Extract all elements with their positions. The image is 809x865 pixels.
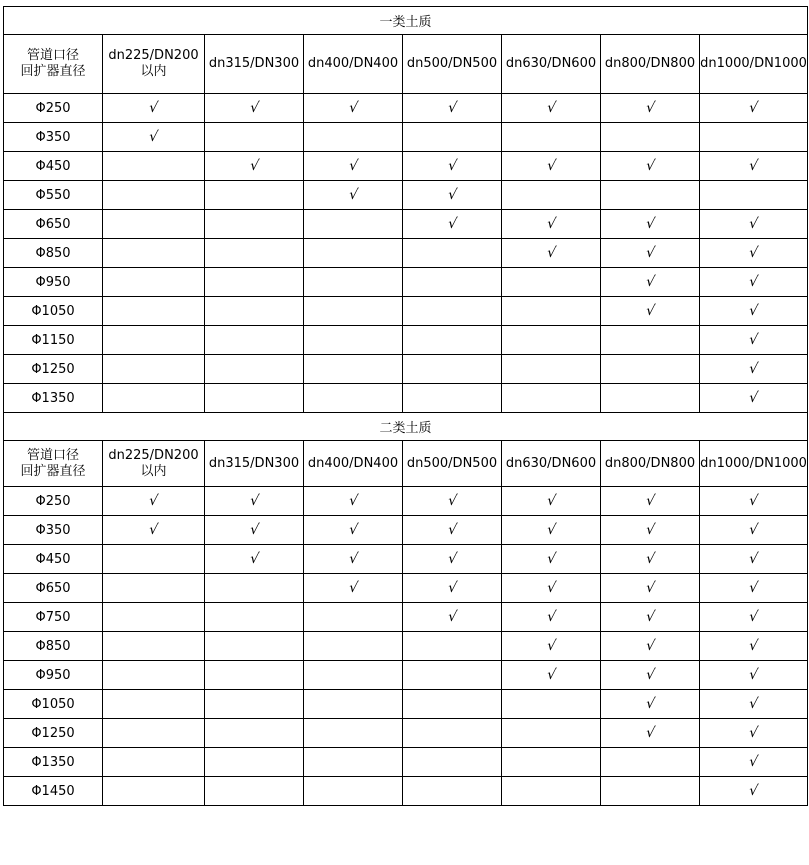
reamer-selection-table — [3, 6, 808, 806]
suitability-cell — [601, 777, 700, 806]
check-mark-icon: √ — [446, 158, 458, 174]
check-mark-icon: √ — [747, 493, 760, 509]
suitability-cell — [502, 297, 601, 326]
suitability-cell — [304, 777, 403, 806]
table-row — [4, 632, 808, 661]
suitability-cell — [601, 268, 700, 297]
suitability-cell — [103, 123, 205, 152]
check-mark-icon: √ — [644, 522, 656, 538]
suitability-cell — [601, 152, 700, 181]
suitability-cell — [601, 210, 700, 239]
suitability-cell — [601, 384, 700, 413]
check-mark-icon: √ — [747, 216, 760, 232]
suitability-cell — [601, 297, 700, 326]
suitability-cell — [304, 545, 403, 574]
check-mark-icon: √ — [747, 696, 760, 712]
column-header-4: dn630/DN600 — [502, 441, 601, 487]
check-mark-icon: √ — [545, 609, 557, 625]
suitability-cell — [403, 777, 502, 806]
suitability-cell — [103, 297, 205, 326]
suitability-cell — [601, 574, 700, 603]
suitability-cell — [205, 268, 304, 297]
check-mark-icon: √ — [747, 609, 760, 625]
suitability-cell — [601, 94, 700, 123]
suitability-cell — [304, 152, 403, 181]
check-mark-icon: √ — [644, 667, 656, 683]
table-row — [4, 268, 808, 297]
suitability-cell — [205, 181, 304, 210]
suitability-cell — [103, 719, 205, 748]
suitability-cell — [205, 487, 304, 516]
suitability-cell — [103, 181, 205, 210]
column-header-1: dn315/DN300 — [205, 35, 304, 94]
suitability-cell — [103, 94, 205, 123]
table-row — [4, 690, 808, 719]
suitability-cell — [403, 384, 502, 413]
check-mark-icon: √ — [347, 493, 359, 509]
suitability-cell — [700, 690, 808, 719]
suitability-cell — [103, 574, 205, 603]
check-mark-icon: √ — [545, 551, 557, 567]
suitability-cell — [601, 719, 700, 748]
suitability-cell — [700, 748, 808, 777]
suitability-cell — [205, 94, 304, 123]
table-row — [4, 152, 808, 181]
check-mark-icon: √ — [747, 158, 760, 174]
suitability-cell — [403, 123, 502, 152]
reamer-diameter-cell: Φ250 — [4, 487, 103, 516]
suitability-cell — [205, 516, 304, 545]
suitability-cell — [601, 632, 700, 661]
suitability-cell — [304, 603, 403, 632]
suitability-cell — [205, 690, 304, 719]
suitability-cell — [601, 326, 700, 355]
suitability-cell — [205, 297, 304, 326]
suitability-cell — [601, 748, 700, 777]
suitability-cell — [502, 94, 601, 123]
reamer-diameter-cell: Φ1050 — [4, 297, 103, 326]
suitability-cell — [304, 355, 403, 384]
reamer-diameter-cell: Φ950 — [4, 661, 103, 690]
suitability-cell — [601, 690, 700, 719]
column-header-5: dn800/DN800 — [601, 35, 700, 94]
check-mark-icon: √ — [147, 493, 160, 509]
check-mark-icon: √ — [747, 332, 760, 348]
column-header-5: dn800/DN800 — [601, 441, 700, 487]
suitability-cell — [700, 297, 808, 326]
suitability-cell — [304, 661, 403, 690]
suitability-cell — [205, 239, 304, 268]
column-header-row — [4, 35, 808, 94]
suitability-cell — [502, 384, 601, 413]
check-mark-icon: √ — [644, 100, 656, 116]
suitability-cell — [502, 268, 601, 297]
suitability-cell — [502, 690, 601, 719]
reamer-diameter-cell: Φ650 — [4, 574, 103, 603]
reamer-diameter-cell: Φ1050 — [4, 690, 103, 719]
suitability-cell — [403, 152, 502, 181]
suitability-cell — [205, 326, 304, 355]
suitability-cell — [103, 384, 205, 413]
suitability-cell — [304, 239, 403, 268]
check-mark-icon: √ — [644, 696, 656, 712]
check-mark-icon: √ — [545, 580, 557, 596]
check-mark-icon: √ — [747, 754, 760, 770]
suitability-cell — [601, 123, 700, 152]
suitability-cell — [601, 181, 700, 210]
table-row — [4, 210, 808, 239]
section-title-row — [4, 413, 808, 441]
suitability-cell — [205, 152, 304, 181]
column-header-0: dn225/DN200 以内 — [103, 441, 205, 487]
suitability-cell — [103, 748, 205, 777]
suitability-cell — [103, 239, 205, 268]
suitability-cell — [700, 719, 808, 748]
check-mark-icon: √ — [747, 783, 760, 799]
suitability-cell — [304, 632, 403, 661]
suitability-cell — [205, 574, 304, 603]
suitability-cell — [502, 239, 601, 268]
suitability-cell — [700, 268, 808, 297]
suitability-cell — [304, 123, 403, 152]
table-row — [4, 326, 808, 355]
suitability-cell — [601, 239, 700, 268]
check-mark-icon: √ — [545, 216, 557, 232]
table-row — [4, 719, 808, 748]
suitability-cell — [304, 690, 403, 719]
check-mark-icon: √ — [747, 274, 760, 290]
suitability-cell — [205, 661, 304, 690]
reamer-diameter-cell: Φ650 — [4, 210, 103, 239]
suitability-cell — [304, 384, 403, 413]
table-row — [4, 384, 808, 413]
suitability-cell — [403, 239, 502, 268]
suitability-cell — [700, 123, 808, 152]
suitability-cell — [403, 545, 502, 574]
column-header-row — [4, 441, 808, 487]
check-mark-icon: √ — [747, 580, 760, 596]
check-mark-icon: √ — [446, 609, 458, 625]
suitability-cell — [403, 632, 502, 661]
suitability-cell — [601, 516, 700, 545]
table-row — [4, 603, 808, 632]
suitability-cell — [700, 661, 808, 690]
suitability-cell — [700, 210, 808, 239]
check-mark-icon: √ — [644, 493, 656, 509]
suitability-cell — [403, 355, 502, 384]
check-mark-icon: √ — [147, 129, 160, 145]
table-row — [4, 239, 808, 268]
column-header-2: dn400/DN400 — [304, 441, 403, 487]
check-mark-icon: √ — [347, 100, 359, 116]
suitability-cell — [700, 181, 808, 210]
check-mark-icon: √ — [347, 158, 359, 174]
suitability-cell — [103, 516, 205, 545]
check-mark-icon: √ — [747, 551, 760, 567]
suitability-cell — [103, 326, 205, 355]
suitability-cell — [403, 268, 502, 297]
suitability-cell — [205, 603, 304, 632]
column-header-3: dn500/DN500 — [403, 441, 502, 487]
suitability-cell — [502, 181, 601, 210]
suitability-cell — [502, 210, 601, 239]
reamer-diameter-cell: Φ1150 — [4, 326, 103, 355]
check-mark-icon: √ — [644, 158, 656, 174]
selection-table-sheet — [3, 6, 808, 806]
suitability-cell — [205, 632, 304, 661]
suitability-cell — [502, 123, 601, 152]
table-row — [4, 123, 808, 152]
suitability-cell — [700, 632, 808, 661]
column-header-1: dn315/DN300 — [205, 441, 304, 487]
check-mark-icon: √ — [248, 551, 260, 567]
check-mark-icon: √ — [747, 361, 760, 377]
suitability-cell — [403, 210, 502, 239]
suitability-cell — [403, 516, 502, 545]
check-mark-icon: √ — [644, 609, 656, 625]
suitability-cell — [700, 94, 808, 123]
column-header-2: dn400/DN400 — [304, 35, 403, 94]
table-row — [4, 94, 808, 123]
check-mark-icon: √ — [347, 187, 359, 203]
reamer-diameter-cell: Φ550 — [4, 181, 103, 210]
check-mark-icon: √ — [545, 638, 557, 654]
check-mark-icon: √ — [545, 158, 557, 174]
check-mark-icon: √ — [545, 245, 557, 261]
suitability-cell — [601, 603, 700, 632]
suitability-cell — [502, 719, 601, 748]
suitability-cell — [502, 661, 601, 690]
check-mark-icon: √ — [248, 493, 260, 509]
suitability-cell — [700, 326, 808, 355]
section-title: 二类土质 — [4, 413, 808, 441]
column-header-0: dn225/DN200 以内 — [103, 35, 205, 94]
table-row — [4, 661, 808, 690]
check-mark-icon: √ — [644, 725, 656, 741]
suitability-cell — [700, 239, 808, 268]
check-mark-icon: √ — [446, 216, 458, 232]
table-row — [4, 748, 808, 777]
reamer-diameter-cell: Φ950 — [4, 268, 103, 297]
suitability-cell — [502, 545, 601, 574]
suitability-cell — [304, 297, 403, 326]
check-mark-icon: √ — [347, 580, 359, 596]
table-row — [4, 777, 808, 806]
check-mark-icon: √ — [644, 303, 656, 319]
suitability-cell — [502, 748, 601, 777]
check-mark-icon: √ — [747, 390, 760, 406]
suitability-cell — [205, 123, 304, 152]
suitability-cell — [304, 487, 403, 516]
table-row — [4, 297, 808, 326]
suitability-cell — [601, 355, 700, 384]
suitability-cell — [304, 326, 403, 355]
check-mark-icon: √ — [644, 216, 656, 232]
suitability-cell — [403, 748, 502, 777]
check-mark-icon: √ — [347, 551, 359, 567]
suitability-cell — [403, 603, 502, 632]
suitability-cell — [502, 632, 601, 661]
suitability-cell — [304, 94, 403, 123]
suitability-cell — [103, 632, 205, 661]
check-mark-icon: √ — [747, 303, 760, 319]
reamer-diameter-cell: Φ750 — [4, 603, 103, 632]
suitability-cell — [700, 355, 808, 384]
suitability-cell — [502, 516, 601, 545]
table-row — [4, 574, 808, 603]
reamer-diameter-cell: Φ1250 — [4, 355, 103, 384]
check-mark-icon: √ — [644, 551, 656, 567]
suitability-cell — [103, 210, 205, 239]
table-row — [4, 516, 808, 545]
suitability-cell — [700, 516, 808, 545]
check-mark-icon: √ — [446, 100, 458, 116]
suitability-cell — [103, 661, 205, 690]
table-row — [4, 545, 808, 574]
check-mark-icon: √ — [248, 158, 260, 174]
suitability-cell — [103, 152, 205, 181]
table-row — [4, 355, 808, 384]
suitability-cell — [205, 355, 304, 384]
suitability-cell — [502, 777, 601, 806]
check-mark-icon: √ — [747, 245, 760, 261]
suitability-cell — [103, 777, 205, 806]
suitability-cell — [403, 487, 502, 516]
suitability-cell — [403, 574, 502, 603]
check-mark-icon: √ — [446, 551, 458, 567]
check-mark-icon: √ — [147, 100, 160, 116]
table-row — [4, 487, 808, 516]
suitability-cell — [403, 661, 502, 690]
column-header-6: dn1000/DN1000 — [700, 35, 808, 94]
column-header-4: dn630/DN600 — [502, 35, 601, 94]
reamer-diameter-cell: Φ450 — [4, 152, 103, 181]
check-mark-icon: √ — [248, 100, 260, 116]
suitability-cell — [205, 545, 304, 574]
row-header-label: 管道口径 回扩器直径 — [4, 35, 103, 94]
check-mark-icon: √ — [147, 522, 160, 538]
suitability-cell — [304, 516, 403, 545]
section-title: 一类土质 — [4, 7, 808, 35]
check-mark-icon: √ — [644, 580, 656, 596]
suitability-cell — [304, 574, 403, 603]
suitability-cell — [601, 487, 700, 516]
suitability-cell — [403, 719, 502, 748]
suitability-cell — [205, 777, 304, 806]
suitability-cell — [502, 355, 601, 384]
suitability-cell — [601, 545, 700, 574]
suitability-cell — [700, 487, 808, 516]
suitability-cell — [103, 355, 205, 384]
suitability-cell — [502, 574, 601, 603]
suitability-cell — [103, 268, 205, 297]
check-mark-icon: √ — [747, 667, 760, 683]
check-mark-icon: √ — [747, 100, 760, 116]
suitability-cell — [304, 268, 403, 297]
suitability-cell — [502, 326, 601, 355]
check-mark-icon: √ — [545, 667, 557, 683]
suitability-cell — [103, 690, 205, 719]
suitability-cell — [205, 719, 304, 748]
suitability-cell — [700, 384, 808, 413]
reamer-diameter-cell: Φ1350 — [4, 748, 103, 777]
check-mark-icon: √ — [347, 522, 359, 538]
suitability-cell — [700, 152, 808, 181]
reamer-diameter-cell: Φ350 — [4, 123, 103, 152]
reamer-diameter-cell: Φ450 — [4, 545, 103, 574]
suitability-cell — [700, 545, 808, 574]
suitability-cell — [502, 603, 601, 632]
column-header-3: dn500/DN500 — [403, 35, 502, 94]
column-header-6: dn1000/DN1000 — [700, 441, 808, 487]
suitability-cell — [205, 384, 304, 413]
check-mark-icon: √ — [644, 274, 656, 290]
suitability-cell — [205, 210, 304, 239]
check-mark-icon: √ — [644, 638, 656, 654]
suitability-cell — [700, 603, 808, 632]
suitability-cell — [205, 748, 304, 777]
suitability-cell — [403, 297, 502, 326]
check-mark-icon: √ — [446, 493, 458, 509]
reamer-diameter-cell: Φ1250 — [4, 719, 103, 748]
suitability-cell — [502, 487, 601, 516]
suitability-cell — [502, 152, 601, 181]
row-header-label: 管道口径 回扩器直径 — [4, 441, 103, 487]
reamer-diameter-cell: Φ850 — [4, 239, 103, 268]
suitability-cell — [103, 487, 205, 516]
section-title-row — [4, 7, 808, 35]
check-mark-icon: √ — [545, 100, 557, 116]
suitability-cell — [403, 690, 502, 719]
check-mark-icon: √ — [545, 522, 557, 538]
suitability-cell — [304, 748, 403, 777]
reamer-diameter-cell: Φ1450 — [4, 777, 103, 806]
suitability-cell — [403, 326, 502, 355]
check-mark-icon: √ — [446, 187, 458, 203]
suitability-cell — [700, 777, 808, 806]
suitability-cell — [403, 181, 502, 210]
check-mark-icon: √ — [747, 522, 760, 538]
check-mark-icon: √ — [446, 580, 458, 596]
check-mark-icon: √ — [545, 493, 557, 509]
check-mark-icon: √ — [644, 245, 656, 261]
check-mark-icon: √ — [747, 725, 760, 741]
suitability-cell — [304, 181, 403, 210]
check-mark-icon: √ — [248, 522, 260, 538]
reamer-diameter-cell: Φ1350 — [4, 384, 103, 413]
suitability-cell — [403, 94, 502, 123]
suitability-cell — [700, 574, 808, 603]
suitability-cell — [103, 545, 205, 574]
check-mark-icon: √ — [446, 522, 458, 538]
suitability-cell — [103, 603, 205, 632]
reamer-diameter-cell: Φ250 — [4, 94, 103, 123]
check-mark-icon: √ — [747, 638, 760, 654]
suitability-cell — [601, 661, 700, 690]
suitability-cell — [304, 210, 403, 239]
table-row — [4, 181, 808, 210]
suitability-cell — [304, 719, 403, 748]
reamer-diameter-cell: Φ850 — [4, 632, 103, 661]
reamer-diameter-cell: Φ350 — [4, 516, 103, 545]
